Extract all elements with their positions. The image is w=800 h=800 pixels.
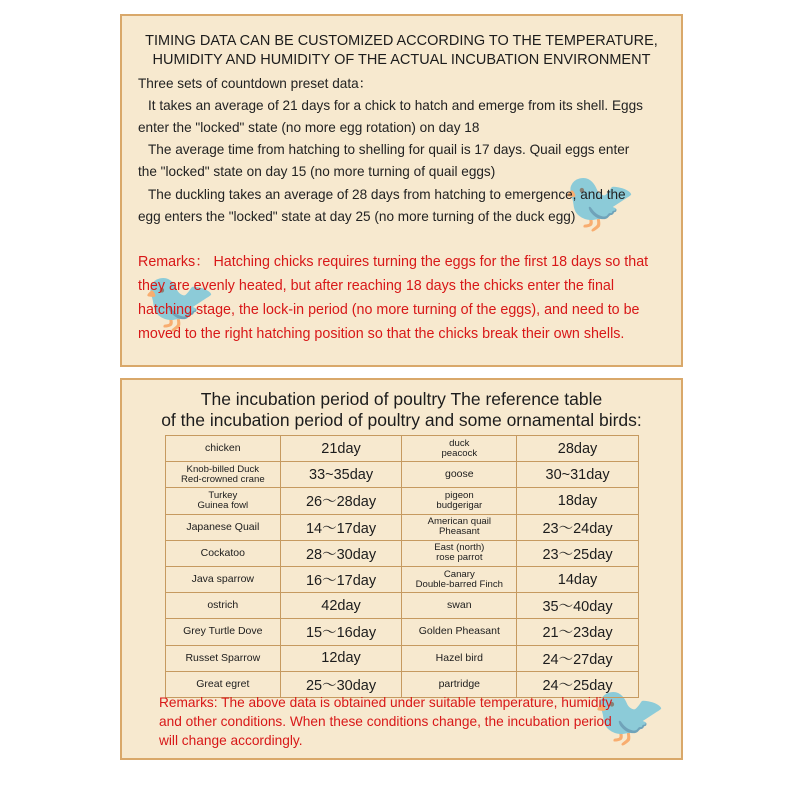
incubation-days-cell: 23～25day [517, 540, 639, 566]
bird-name: Great egret [196, 677, 250, 690]
timing-title-line-2: HUMIDITY AND HUMIDITY OF THE ACTUAL INCUBATION ENVIRONMENT [152, 52, 651, 68]
bird-name-cell [166, 566, 281, 592]
bird-name: Cockatoo [200, 546, 245, 559]
table-row [166, 488, 639, 514]
bird-name: Japanese Quail [186, 520, 260, 533]
incubation-days-cell: 25～30day [280, 671, 402, 697]
duck-paragraph-line-2: egg enters the "locked" state at day 25 (no more turning of the duck egg) [138, 209, 576, 224]
bird-name: duck [449, 437, 470, 449]
incubation-days-cell: 21～23day [517, 619, 639, 645]
incubation-days-cell: 30~31day [517, 462, 639, 488]
bird-name-cell [402, 436, 517, 462]
table-row [166, 514, 639, 540]
incubation-days-cell: 28～30day [280, 540, 402, 566]
bird-name: Turkey [208, 489, 238, 501]
incubation-days-cell: 14day [517, 566, 639, 592]
bird-name: Canary [443, 568, 475, 580]
incubation-title-line-1: The incubation period of poultry The reference table [200, 389, 603, 409]
bird-name: Grey Turtle Dove [183, 625, 263, 638]
bird-name-cell [166, 540, 281, 566]
incubation-days-cell: 26～28day [280, 488, 402, 514]
bird-name: budgerigar [436, 499, 483, 511]
bird-name-cell [402, 593, 517, 619]
hatch-remark-line-4: moved to the right hatching position so that the chicks break their own shells. [138, 326, 625, 342]
incubation-days-cell: 28day [517, 436, 639, 462]
bird-decoration-icon: 🐦 [142, 268, 217, 335]
duck-paragraph-line-1: The duckling takes an average of 28 days from hatching to emergence, and the [148, 187, 626, 202]
hatch-remark-line-2: they are evenly heated, but after reaching 18 days the chicks enter the final [138, 278, 615, 294]
bird-name: East (north) [434, 542, 485, 554]
incubation-table-card [120, 378, 683, 760]
bird-name: Red-crowned crane [180, 473, 265, 485]
bird-name-cell [402, 619, 517, 645]
incubation-days-cell: 14～17day [280, 514, 402, 540]
timing-data-card [120, 14, 683, 367]
table-row [166, 593, 639, 619]
incubation-days-cell: 21day [280, 436, 402, 462]
table-row [166, 645, 639, 671]
bird-name: goose [445, 468, 474, 481]
bird-name: rose parrot [436, 552, 483, 564]
bird-name: Double-barred Finch [415, 578, 504, 590]
bird-name: Russet Sparrow [185, 651, 261, 664]
bird-name-cell [166, 645, 281, 671]
incubation-table [165, 435, 639, 698]
bird-name-cell [402, 645, 517, 671]
hatch-remark-line-1: Remarks： Hatching chicks requires turning the eggs for the first 18 days so that [138, 254, 649, 270]
bird-name: Pheasant [439, 526, 480, 538]
chick-paragraph-line-1: It takes an average of 21 days for a chick to hatch and emerge from its shell. Eggs [148, 98, 643, 113]
bird-name-cell [166, 593, 281, 619]
incubation-days-cell: 35～40day [517, 593, 639, 619]
incubation-days-cell: 24～25day [517, 671, 639, 697]
table-row [166, 619, 639, 645]
bird-name-cell [402, 488, 517, 514]
bird-name: Hazel bird [435, 651, 483, 664]
incubation-days-cell: 16～17day [280, 566, 402, 592]
conditions-remark-line-2: and other conditions. When these conditions change, the incubation period [159, 714, 612, 729]
preset-intro: Three sets of countdown preset data： [138, 76, 373, 91]
bird-name: partridge [438, 677, 481, 690]
incubation-days-cell: 33~35day [280, 462, 402, 488]
bird-name: swan [447, 599, 472, 612]
bird-name: Golden Pheasant [418, 625, 500, 638]
bird-name-cell [402, 540, 517, 566]
bird-name-cell [166, 619, 281, 645]
table-row [166, 436, 639, 462]
bird-decoration-icon: 🐦 [592, 682, 667, 749]
bird-name-cell [166, 436, 281, 462]
bird-name-cell [166, 514, 281, 540]
hatch-remark-line-3: hatching stage, the lock-in period (no more turning of the eggs), and need to be [138, 302, 640, 318]
table-row [166, 566, 639, 592]
quail-paragraph-line-2: the "locked" state on day 15 (no more turning of quail eggs) [138, 164, 496, 179]
chick-paragraph-line-2: enter the "locked" state (no more egg rotation) on day 18 [138, 120, 480, 135]
conditions-remark-line-1: Remarks: The above data is obtained under suitable temperature, humidity [159, 695, 613, 710]
bird-name: Java sparrow [191, 573, 255, 586]
quail-paragraph-line-1: The average time from hatching to shelling for quail is 17 days. Quail eggs enter [148, 142, 630, 157]
bird-name-cell [402, 566, 517, 592]
bird-name: pigeon [444, 489, 474, 501]
table-row [166, 540, 639, 566]
bird-name: ostrich [207, 599, 239, 612]
conditions-remark-line-3: will change accordingly. [159, 733, 303, 748]
incubation-days-cell: 12day [280, 645, 402, 671]
incubation-days-cell: 24～27day [517, 645, 639, 671]
bird-name-cell [402, 462, 517, 488]
bird-name-cell [402, 514, 517, 540]
incubation-days-cell: 42day [280, 593, 402, 619]
bird-name: peacock [441, 447, 478, 459]
bird-decoration-icon: 🐦 [562, 168, 637, 235]
bird-name: American quail [427, 516, 492, 528]
incubation-days-cell: 15～16day [280, 619, 402, 645]
incubation-days-cell: 23～24day [517, 514, 639, 540]
incubation-title-line-2: of the incubation period of poultry and some ornamental birds: [161, 410, 642, 430]
bird-name-cell [166, 462, 281, 488]
table-row [166, 462, 639, 488]
bird-name: Guinea fowl [197, 499, 249, 511]
timing-title-line-1: TIMING DATA CAN BE CUSTOMIZED ACCORDING TO THE TEMPERATURE, [145, 33, 658, 49]
incubation-days-cell: 18day [517, 488, 639, 514]
bird-name-cell [166, 488, 281, 514]
bird-name: chicken [205, 442, 241, 455]
bird-name: Knob-billed Duck [186, 463, 260, 475]
